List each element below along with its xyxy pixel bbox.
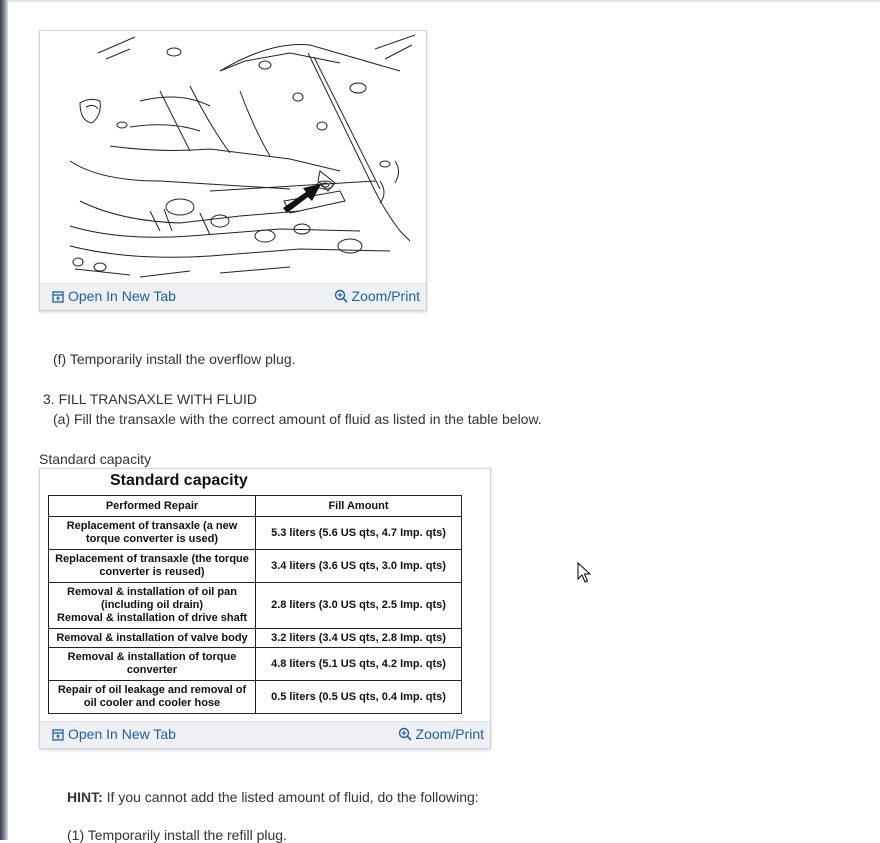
table-caption: Standard capacity [39, 451, 152, 467]
amount-cell: 5.3 liters (5.6 US qts, 4.7 Imp. qts) [256, 517, 462, 550]
table-row [49, 517, 462, 550]
open-in-new-tab-link[interactable] [52, 288, 176, 306]
zoom-in-icon [334, 289, 348, 306]
window-left-edge [0, 0, 8, 840]
capacity-table-title: Standard capacity [110, 472, 248, 489]
amount-cell: 2.8 liters (3.0 US qts, 2.5 Imp. qts) [256, 583, 462, 629]
hint-step-1: (1) Temporarily install the refill plug. [67, 827, 287, 843]
top-divider [8, 0, 880, 2]
repair-cell: Removal & installation of oil pan (including oil drain) Removal & installation of drive shaft [49, 583, 256, 629]
amount-cell: 3.4 liters (3.6 US qts, 3.0 Imp. qts) [256, 550, 462, 583]
header-fill-amount: Fill Amount [256, 496, 462, 517]
figure1-toolbar [40, 283, 426, 310]
hint-text: If you cannot add the listed amount of fluid, do the following: [102, 789, 479, 805]
open-in-new-tab-link[interactable] [52, 726, 176, 744]
table-row [49, 583, 462, 629]
header-performed-repair: Performed Repair [49, 496, 256, 517]
open-in-new-tab-label: Open In New Tab [68, 288, 176, 304]
figure-transaxle-underside [39, 30, 427, 311]
capacity-table [48, 495, 462, 714]
table-row [49, 681, 462, 714]
amount-cell: 0.5 liters (0.5 US qts, 0.4 Imp. qts) [256, 681, 462, 714]
repair-cell: Replacement of transaxle (the torque converter is reused) [49, 550, 256, 583]
table-row [49, 648, 462, 681]
repair-cell: Replacement of transaxle (a new torque converter is used) [49, 517, 256, 550]
amount-cell: 3.2 liters (3.4 US qts, 2.8 Imp. qts) [256, 629, 462, 648]
zoom-in-icon [398, 727, 412, 744]
zoom-print-link[interactable] [398, 726, 484, 744]
transaxle-diagram-image [40, 31, 426, 283]
figure-capacity-table [39, 468, 491, 749]
repair-cell: Repair of oil leakage and removal of oil cooler and cooler hose [49, 681, 256, 714]
step-f-text: (f) Temporarily install the overflow plug. [53, 351, 296, 367]
repair-cell: Removal & installation of torque converter [49, 648, 256, 681]
figure2-toolbar [40, 721, 490, 748]
repair-cell: Removal & installation of valve body [49, 629, 256, 648]
hint-label: HINT: [67, 789, 103, 805]
amount-cell: 4.8 liters (5.1 US qts, 4.2 Imp. qts) [256, 648, 462, 681]
open-in-new-tab-label: Open In New Tab [68, 726, 176, 742]
hint-paragraph [67, 789, 479, 805]
open-tab-icon [52, 728, 64, 744]
mouse-cursor-icon [577, 562, 591, 584]
table-row [49, 550, 462, 583]
open-tab-icon [52, 290, 64, 306]
step-a-text: (a) Fill the transaxle with the correct amount of fluid as listed in the table below. [53, 411, 542, 427]
zoom-print-link[interactable] [334, 288, 420, 306]
section-3-heading: 3. FILL TRANSAXLE WITH FLUID [43, 391, 257, 407]
table-row [49, 629, 462, 648]
zoom-print-label: Zoom/Print [415, 726, 484, 742]
table-header-row [49, 496, 462, 517]
zoom-print-label: Zoom/Print [351, 288, 420, 304]
